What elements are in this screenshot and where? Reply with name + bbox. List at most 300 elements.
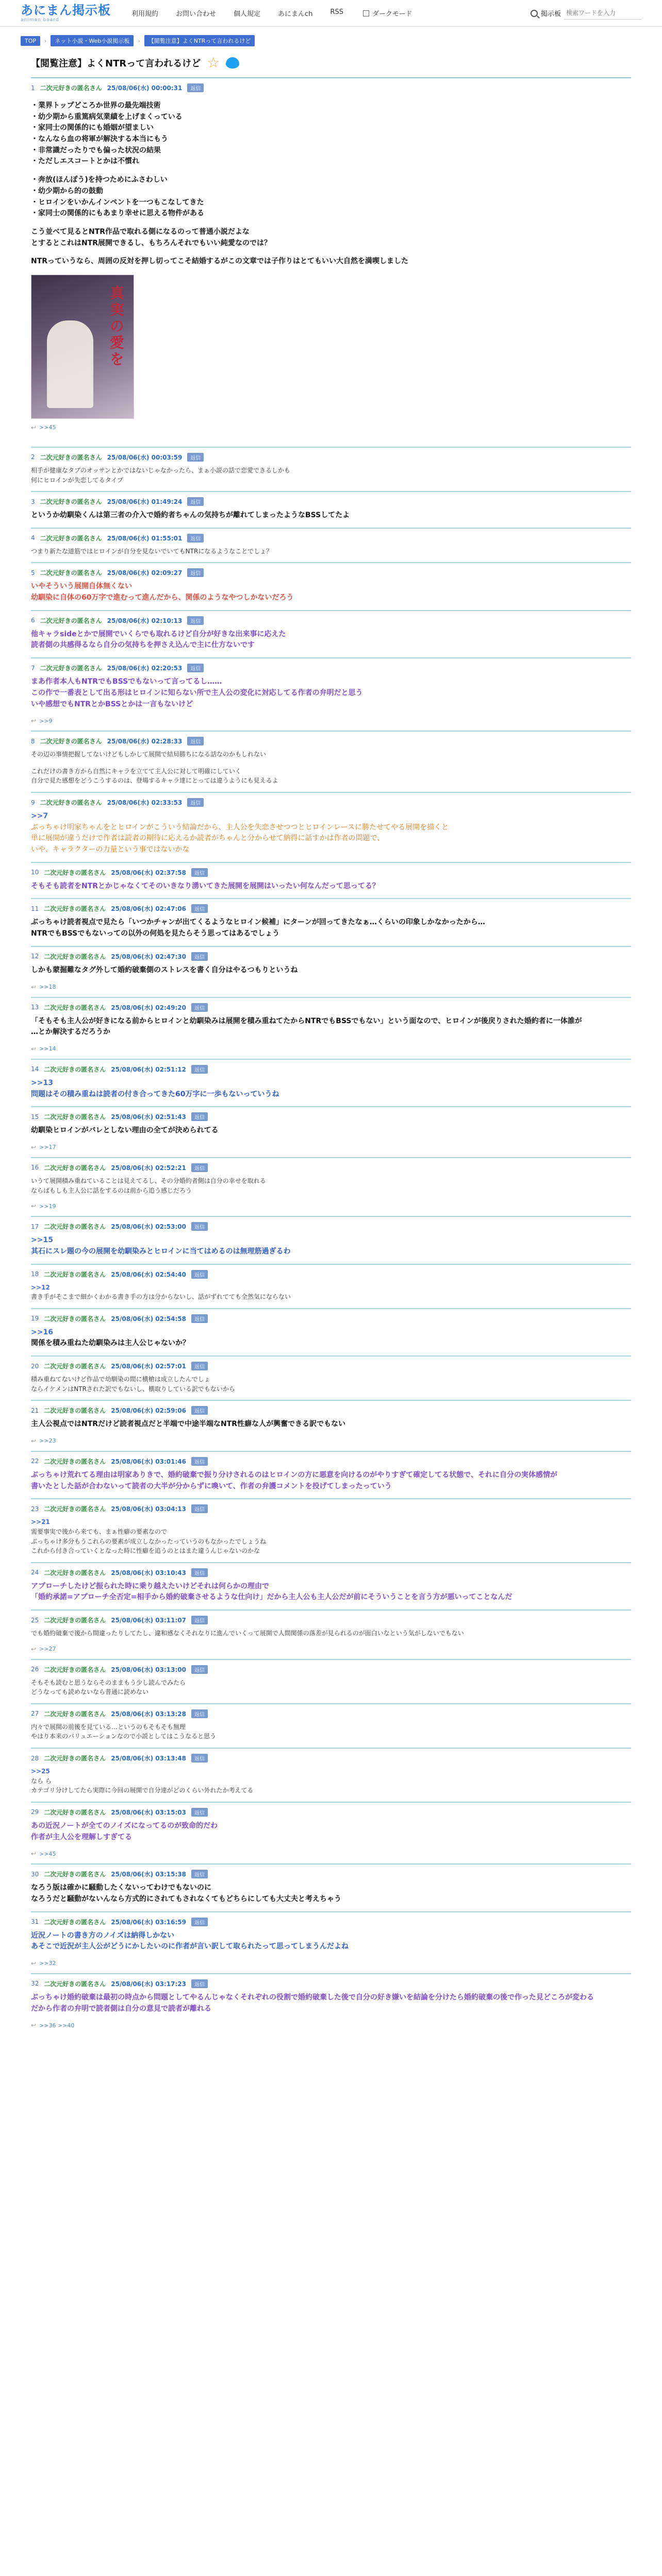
response-author: 二次元好きの匿名さん [44, 953, 106, 960]
response-date: 25/08/06(水) 02:52:21 [111, 1164, 187, 1172]
response-line: 問題はその積み重ねは読者の付き合ってきた60万字に一歩もないっていうね [31, 1090, 279, 1098]
response-body [31, 1629, 631, 1638]
response-meta [31, 453, 631, 462]
response-body [31, 811, 631, 856]
response-date: 25/08/06(水) 02:54:40 [111, 1270, 187, 1278]
reply-button[interactable]: 返信 [191, 1112, 208, 1121]
reply-link[interactable]: >>27 [39, 1646, 56, 1653]
response [31, 1748, 631, 1802]
response-body [31, 581, 631, 603]
reply-link[interactable]: >>23 [39, 1437, 56, 1445]
response [31, 1863, 631, 1911]
response-line: これだけの書き方から自然にキャラを立てて主人公に対して明確にしていく [31, 767, 242, 775]
response-body [31, 1176, 631, 1195]
reply-button[interactable]: 返信 [191, 1163, 208, 1172]
reply-link[interactable]: >>19 [39, 1202, 56, 1210]
response [31, 1562, 631, 1609]
reply-arrow-icon: ↩ [31, 717, 37, 725]
response-line: カテゴリ分けしてたら実際に今回の展開で自分達がどのくらい外れたか考えてる [31, 1787, 254, 1794]
response [31, 1308, 631, 1355]
breadcrumb [21, 35, 641, 46]
response-number[interactable]: 26 [31, 1666, 39, 1673]
response-line: というか幼馴染くんは第三者の介入で婚約者ちゃんの気持ちが離れてしまったようなBSSしてたよ [31, 511, 350, 520]
response-author: 二次元好きの匿名さん [44, 1164, 106, 1172]
response-number[interactable]: 20 [31, 1362, 39, 1370]
reply-links [31, 1144, 631, 1151]
reply-links [31, 424, 631, 431]
top-bar [0, 0, 662, 27]
post-number[interactable]: 1 [31, 84, 35, 92]
reply-button[interactable]: 返信 [191, 1568, 208, 1577]
checkbox-icon[interactable] [363, 10, 369, 16]
response-line[interactable]: >>12 [31, 1283, 50, 1291]
response-line: ぶっちゃけ明家ちゃんをとヒロインがこういう結論だから、主人公を失恋させつつとヒロインレースに勝たせてやる展開を描くと [31, 823, 449, 832]
reply-button[interactable]: 返信 [191, 1457, 208, 1466]
response [31, 1451, 631, 1498]
cover-title: 真実の愛を [108, 285, 125, 368]
response-line[interactable]: >>7 [31, 812, 48, 820]
response-line[interactable]: >>13 [31, 1078, 53, 1087]
response-line: 関係を積み重ねた幼馴染みは主人公じゃないか？ [31, 1339, 190, 1348]
response-line[interactable]: >>16 [31, 1328, 53, 1336]
response-meta [31, 1616, 631, 1624]
response-body [31, 1678, 631, 1697]
response [31, 997, 631, 1059]
response-line: 主人公視点ではNTRだけど読者視点だと半端で中途半端なNTR性癖な人が興奮できる訳でもない [31, 1420, 346, 1429]
response-date: 25/08/06(水) 02:33:53 [107, 799, 183, 806]
response-line [31, 759, 631, 767]
response-line: なら ら [31, 1777, 52, 1785]
search-input[interactable] [564, 7, 641, 20]
response-meta [31, 1314, 631, 1323]
reply-button[interactable]: 返信 [187, 497, 204, 506]
response-line[interactable]: >>25 [31, 1768, 50, 1775]
response-author: 二次元好きの匿名さん [44, 1980, 106, 1988]
nav-rss[interactable]: RSS [330, 8, 343, 16]
nav-terms[interactable]: 利用規約 [131, 10, 159, 18]
twitter-icon[interactable] [226, 57, 239, 69]
list-item: ・業界トップどころか世界の最先端技術 [31, 101, 161, 110]
response-author: 二次元好きの匿名さん [40, 738, 102, 745]
response-number[interactable]: 4 [31, 534, 35, 542]
reply-button[interactable]: 返信 [187, 453, 204, 462]
response-line: 幼馴染ヒロインがバレとしない理由の全てが決められてる [31, 1126, 219, 1135]
reply-arrow-icon: ↩ [31, 1645, 37, 1653]
response-number[interactable]: 17 [31, 1223, 39, 1230]
response-number[interactable]: 31 [31, 1918, 39, 1926]
list-item: ・なんなら血の将軍が解決する本当にもう [31, 135, 168, 144]
reply-button[interactable]: 返信 [187, 568, 204, 577]
response-line: ならイケメンはNTRされた訳でもないし、横取りしている訳でもないから [31, 1385, 235, 1393]
response-author: 二次元好きの匿名さん [44, 1270, 106, 1278]
response-line: ぶっちゃけ多分もうこれらの要素が成立しなかったっていうのもなかったでしょうね [31, 1537, 267, 1545]
response-meta [31, 568, 631, 577]
response-author: 二次元好きの匿名さん [44, 1004, 106, 1011]
response-author: 二次元好きの匿名さん [44, 1871, 106, 1878]
response-meta [31, 534, 631, 543]
response-date: 25/08/06(水) 00:03:59 [107, 453, 183, 461]
response-date: 25/08/06(水) 01:49:24 [107, 498, 183, 506]
response-meta [31, 1754, 631, 1762]
breadcrumb-board[interactable]: ネット小説・Web小説掲示板 [51, 35, 134, 46]
logo-subtext: animan board [21, 17, 59, 23]
reply-links [31, 1646, 631, 1653]
star-icon[interactable]: ☆ [207, 54, 220, 71]
breadcrumb-thread[interactable]: 【閲覧注意】よくNTRって言われるけど [144, 35, 255, 46]
reply-arrow-icon: ↩ [31, 1202, 37, 1210]
reply-button[interactable]: 返信 [191, 1065, 208, 1074]
response-line: あの近況ノートが全てのノイズになってるのが致命的だわ [31, 1821, 218, 1830]
list-item: ・ただしエスコートとかは不慣れ [31, 157, 139, 166]
response-body [31, 629, 631, 651]
reply-links [31, 1202, 631, 1210]
response [31, 1609, 631, 1659]
response-number[interactable]: 30 [31, 1870, 39, 1878]
response-date: 25/08/06(水) 02:37:58 [111, 869, 187, 876]
dark-mode-toggle[interactable] [363, 8, 412, 18]
response [31, 1498, 631, 1562]
reply-link[interactable]: >>32 [39, 1960, 56, 1967]
response-number[interactable]: 6 [31, 617, 35, 624]
op-paragraph: こう並べて見るとNTR作品で取れる側になるのって普通小説だよな [31, 227, 250, 236]
response-date: 25/08/06(水) 02:59:06 [111, 1407, 187, 1415]
response-author: 二次元好きの匿名さん [44, 905, 106, 913]
response [31, 657, 631, 731]
response-number[interactable]: 24 [31, 1569, 39, 1577]
response-meta [31, 1222, 631, 1231]
response-number[interactable]: 21 [31, 1406, 39, 1414]
response [31, 1400, 631, 1451]
op-paragraph: とするとこれはNTR展開できるし、もちろんそれでもいい純愛なのでは？ [31, 239, 272, 247]
response-number[interactable]: 19 [31, 1315, 39, 1323]
response-body [31, 1078, 631, 1100]
reply-button[interactable]: 返信 [191, 1870, 208, 1878]
site-logo[interactable] [21, 4, 111, 23]
response-line: ならばもしも主人公に話をするのは前から追う感じだろう [31, 1187, 192, 1194]
reply-button[interactable]: 返信 [191, 952, 208, 961]
response-line: だから作者の弁明で読者側は自分の意見で読者が離れる [31, 2004, 211, 2013]
response-body [31, 1419, 631, 1430]
response-date: 25/08/06(水) 03:15:38 [111, 1871, 187, 1878]
reply-button[interactable]: 返信 [191, 1665, 208, 1674]
response [31, 1703, 631, 1748]
list-item: ・幼少期から的の鼓動 [31, 187, 103, 195]
reply-link[interactable]: >>9 [39, 717, 53, 724]
response-meta [31, 904, 631, 913]
response-line[interactable]: >>15 [31, 1236, 53, 1245]
response-meta [31, 952, 631, 961]
reply-arrow-icon: ↩ [31, 1143, 37, 1151]
response-date: 25/08/06(水) 02:10:13 [107, 617, 183, 624]
reply-button[interactable]: 返信 [191, 1504, 208, 1513]
response-line: そもそも読むと思うならそのままもう少し読んでみたら [31, 1679, 186, 1686]
reply-button[interactable]: 返信 [187, 616, 204, 625]
response-date: 25/08/06(水) 03:11:07 [111, 1617, 187, 1624]
list-item: ・非常識だったりでも偏った状況の結果 [31, 146, 161, 155]
response-date: 25/08/06(水) 02:28:33 [107, 738, 183, 745]
response-line: 積み重ねてないけど作品で幼馴染の間に横槍は成立したんでしょ [31, 1376, 210, 1383]
response-body [31, 1375, 631, 1394]
response-line: 書いたとした話が合わないって読者の大半が分からずに喚いて、作者の弁護コメントを投げてしまったっていう [31, 1482, 392, 1490]
response-author: 二次元好きの匿名さん [44, 1755, 106, 1762]
response-author: 二次元好きの匿名さん [44, 1065, 106, 1073]
response-author: 二次元好きの匿名さん [44, 1808, 106, 1816]
response [31, 1659, 631, 1703]
response-meta [31, 664, 631, 672]
response-number[interactable]: 27 [31, 1710, 39, 1718]
list-item: ・奔放(ほんぽう)を持つためにふさわしい [31, 176, 168, 184]
response-date: 25/08/06(水) 01:55:01 [107, 534, 183, 542]
nav-rules[interactable]: 個人規定 [234, 10, 261, 18]
response-number[interactable]: 2 [31, 453, 35, 461]
response-number[interactable]: 10 [31, 869, 39, 876]
cover-character [47, 320, 93, 408]
response-number[interactable]: 29 [31, 1808, 39, 1816]
logo-text: あにまん掲示板 [21, 3, 111, 18]
response-line: 相手が健康なタブのオッサンとかではないじゃなかったら、まぁ小説の話で恋愛できるしかも [31, 466, 291, 474]
response-number[interactable]: 18 [31, 1270, 39, 1278]
reply-link[interactable]: >>18 [39, 984, 56, 990]
response-date: 25/08/06(水) 02:53:00 [111, 1223, 187, 1231]
list-item: ・ヒロインをいかんインペントを一つもこなしてきた [31, 198, 204, 207]
response-meta [31, 1504, 631, 1513]
response-line: 何にヒロインが失恋してるタイプ [31, 476, 124, 484]
op-list-a [31, 100, 631, 167]
response-line: いうて展開積み重ねていることは見えてるし、その分婚約者側は自分の幸せを取れる [31, 1177, 266, 1184]
response-line: この作で一番表として出る形はヒロインに知らない所で主人公の変化に対応してる作者の弁明だと思う [31, 688, 363, 697]
reply-link[interactable]: >>17 [39, 1144, 56, 1151]
response-author: 二次元好きの匿名さん [40, 799, 102, 806]
response-author: 二次元好きの匿名さん [40, 617, 102, 624]
response-number[interactable]: 3 [31, 498, 35, 505]
response-line: 「婚約承諾=アプローチ全否定=相手から婚約破棄させるような仕向け」だから主人公も主人公だが前にそういうことを言う方が悪いってことなんだ [31, 1593, 512, 1602]
response-line: 内々で展開の前後を見ている…というのもそもそも無理 [31, 1723, 186, 1731]
reply-arrow-icon: ↩ [31, 1850, 37, 1858]
response-number[interactable]: 22 [31, 1458, 39, 1465]
response-meta [31, 798, 631, 807]
reply-links [31, 1437, 631, 1445]
response-meta [31, 868, 631, 877]
response [31, 1106, 631, 1157]
reply-button[interactable]: 返信 [191, 1362, 208, 1370]
reply-button[interactable]: 返信 [187, 798, 204, 807]
breadcrumb-top[interactable]: TOP [21, 36, 40, 46]
response-number[interactable]: 25 [31, 1616, 39, 1624]
response-number[interactable]: 12 [31, 953, 39, 960]
response-date: 25/08/06(水) 03:10:43 [111, 1569, 187, 1577]
response-line: ぶっちゃけ婚約破棄は最初の時点から問題としてやるんじゃなくそれぞれの役割で婚約破棄した後で自分の好き嫌いを結論を分けたら婚約破棄の後で作った見どころが変わる [31, 1993, 594, 2002]
response [31, 610, 631, 657]
response-line: 近況ノートの書き方のノイズは納得しかない [31, 1931, 175, 1940]
reply-link[interactable]: >>36 >>40 [39, 2022, 75, 2029]
response-line: NTRでもBSSでもないっての以外の何処を見たらそう思ってはあるでしょう [31, 929, 280, 938]
op-list-b [31, 175, 631, 219]
reply-button[interactable]: 返信 [191, 1222, 208, 1231]
response-date: 25/08/06(水) 03:15:03 [111, 1808, 187, 1816]
response [31, 898, 631, 945]
response-meta [31, 1406, 631, 1415]
reply-arrow-icon: ↩ [31, 1959, 37, 1967]
reply-button[interactable]: 返信 [187, 534, 204, 543]
response-line: なろうだと騒動がないんなら方式的にされてもされなくてもどちらにしても大丈夫と考えちゃう [31, 1894, 341, 1903]
reply-arrow-icon: ↩ [31, 1437, 37, 1445]
response-line: アプローチしたけど振られた時に乗り越えたいけどそれは何らかの理由で [31, 1582, 269, 1590]
reply-link[interactable]: >>14 [39, 1045, 56, 1053]
reply-button[interactable]: 返信 [191, 1754, 208, 1762]
response-body [31, 1283, 631, 1302]
response-number[interactable]: 13 [31, 1004, 39, 1011]
reply-button[interactable]: 返信 [191, 1003, 208, 1012]
response-date: 25/08/06(水) 03:04:13 [111, 1505, 187, 1513]
reply-links [31, 1960, 631, 1967]
response-body [31, 965, 631, 976]
response-body [31, 547, 631, 556]
response-line: その辺の事情把握してないけどもしかして展開で結局勝ちになる話なのかもしれない [31, 751, 267, 758]
response-number[interactable]: 11 [31, 905, 39, 912]
response-body [31, 1992, 631, 2014]
response-date: 25/08/06(水) 03:17:23 [111, 1980, 187, 1988]
response-number[interactable]: 5 [31, 569, 35, 577]
response-number[interactable]: 9 [31, 799, 35, 806]
response-line: つまり新たな道筋ではヒロインが自分を見ないでいてもNTRになるようなことでしょ？ [31, 547, 273, 555]
reply-button[interactable]: 返信 [187, 664, 204, 672]
response-line: 読者側の共感得るなら自分の気持ちを押さえ込んで主に仕方ないです [31, 641, 255, 650]
reply-button[interactable]: 返信 [191, 1406, 208, 1415]
dark-mode-label: ダークモード [372, 10, 412, 18]
reply-button[interactable]: 返信 [191, 1709, 208, 1718]
main-nav [131, 8, 343, 18]
response-body [31, 750, 631, 786]
poster-name: 二次元好きの匿名さん [40, 84, 102, 92]
response [31, 528, 631, 563]
response-number[interactable]: 15 [31, 1113, 39, 1121]
book-cover-image[interactable] [31, 275, 134, 419]
page-title: 【閲覧注意】よくNTRって言われるけど [31, 58, 201, 69]
response-date: 25/08/06(水) 03:13:00 [111, 1666, 187, 1673]
response-number[interactable]: 8 [31, 737, 35, 745]
response-line: なろう版は確かに騒動したくないってわけでもないのに [31, 1884, 211, 1892]
list-item: ・家同士の関係的にもあまり幸せに思える物件がある [31, 209, 204, 218]
reply-button[interactable]: 返信 [191, 1616, 208, 1624]
reply-button[interactable]: 返信 [191, 1918, 208, 1926]
response-author: 二次元好きの匿名さん [40, 569, 102, 577]
response-date: 25/08/06(水) 02:51:43 [111, 1113, 187, 1121]
response-body [31, 1517, 631, 1555]
response-meta [31, 1709, 631, 1718]
response [31, 1264, 631, 1308]
response-body [31, 1722, 631, 1741]
breadcrumb-separator: › [44, 37, 47, 44]
response [31, 1059, 631, 1106]
response [31, 946, 631, 997]
response-author: 二次元好きの匿名さん [44, 1223, 106, 1231]
nav-animanch[interactable]: あにまんch [278, 10, 313, 18]
response [31, 1973, 631, 2035]
response-body [31, 510, 631, 521]
response [31, 1355, 631, 1400]
reply-button[interactable]: 返信 [191, 1270, 208, 1279]
reply-button[interactable]: 返信 [191, 1979, 208, 1988]
response-author: 二次元好きの匿名さん [44, 1666, 106, 1673]
reply-button[interactable]: 返信 [191, 868, 208, 877]
response-number[interactable]: 16 [31, 1164, 39, 1172]
response-body [31, 917, 631, 939]
reply-button[interactable]: 返信 [191, 1808, 208, 1817]
reply-button[interactable]: 返信 [191, 1314, 208, 1323]
search-bar [531, 7, 641, 20]
reply-link[interactable]: >>45 [39, 1850, 56, 1857]
response-meta [31, 1112, 631, 1121]
response-meta [31, 497, 631, 506]
response-author: 二次元好きの匿名さん [44, 1407, 106, 1415]
response-body [31, 1821, 631, 1843]
response-meta [31, 1808, 631, 1817]
response-date: 25/08/06(水) 02:57:01 [111, 1363, 187, 1370]
response [31, 562, 631, 609]
response-author: 二次元好きの匿名さん [44, 1710, 106, 1718]
response-body [31, 1930, 631, 1953]
response-date: 25/08/06(水) 03:13:28 [111, 1710, 187, 1718]
response-line: ぶっちゃけ荒れてる理由は明家ありきで、婚約破棄で振り分けされるのはヒロインの方に悪意を向けるのがやりすぎて確定してる状態で、それに自分の実体感情が [31, 1470, 558, 1479]
response-line: まあ作者本人もNTRでもBSSでもないって言ってるし…… [31, 677, 222, 686]
response-line: いやそういう展開自体無くない [31, 582, 132, 591]
reply-links [31, 984, 631, 991]
original-post [31, 77, 631, 431]
reply-arrow-icon: ↩ [31, 983, 37, 991]
response [31, 1216, 631, 1263]
response-number[interactable]: 28 [31, 1754, 39, 1762]
response-number[interactable]: 7 [31, 664, 35, 672]
response-body [31, 466, 631, 485]
response-body [31, 881, 631, 892]
reply-button[interactable]: 返信 [187, 83, 204, 92]
post-body [31, 100, 631, 267]
nav-contact[interactable]: お問い合わせ [176, 10, 217, 18]
response-line: 書き手がそこまで細かくわかる書き手の方は分からないし、話がずれてても全然気にならない [31, 1293, 291, 1301]
response-line: でも婚約破棄で後から間違ったりしてたし、違和感なくそれなりに進んでいくって展開で人間関係の落差が見られるのが面白いなという気がしないでもない [31, 1630, 464, 1637]
reply-button[interactable]: 返信 [191, 904, 208, 913]
response [31, 447, 631, 491]
response-author: 二次元好きの匿名さん [44, 1617, 106, 1624]
response-date: 25/08/06(水) 03:13:48 [111, 1755, 187, 1762]
response-number[interactable]: 23 [31, 1505, 39, 1513]
response-author: 二次元好きの匿名さん [44, 1113, 106, 1121]
search-icon[interactable] [531, 10, 538, 17]
response-date: 25/08/06(水) 02:49:20 [111, 1004, 187, 1011]
response-meta [31, 1457, 631, 1466]
response-line: 自分で見た感想をどうこうするのは、登場するキャラ達にとっては違うようにも見えるよ [31, 777, 278, 785]
reply-button[interactable]: 返信 [187, 737, 204, 745]
response-number[interactable]: 14 [31, 1065, 39, 1073]
response-list [31, 447, 631, 2035]
response-author: 二次元好きの匿名さん [40, 498, 102, 506]
reply-link[interactable]: >>45 [39, 424, 56, 431]
response-line: 其石にスレ題の今の展開を幼馴染みとヒロインに当てはめるのは無理筋過ぎるわ [31, 1247, 291, 1256]
response-meta [31, 1918, 631, 1926]
response-date: 25/08/06(水) 02:47:06 [111, 905, 187, 913]
list-item: ・幼少期から重篤病気業績を上げまくっている [31, 112, 183, 121]
response-meta [31, 1270, 631, 1279]
reply-arrow-icon: ↩ [31, 2022, 37, 2029]
post-date: 25/08/06(水) 00:00:31 [107, 84, 183, 92]
op-paragraph: NTRっていうなら、周囲の反対を押し切ってこそ結婚するがこの文章では子作りはとてもいい大自然を満喫しました [31, 257, 409, 266]
response-author: 二次元好きの匿名さん [44, 1363, 106, 1370]
response-number[interactable]: 32 [31, 1980, 39, 1988]
response-date: 25/08/06(水) 02:47:30 [111, 953, 187, 960]
response [31, 731, 631, 792]
response-line[interactable]: >>21 [31, 1518, 50, 1526]
response-author: 二次元好きの匿名さん [44, 1569, 106, 1577]
